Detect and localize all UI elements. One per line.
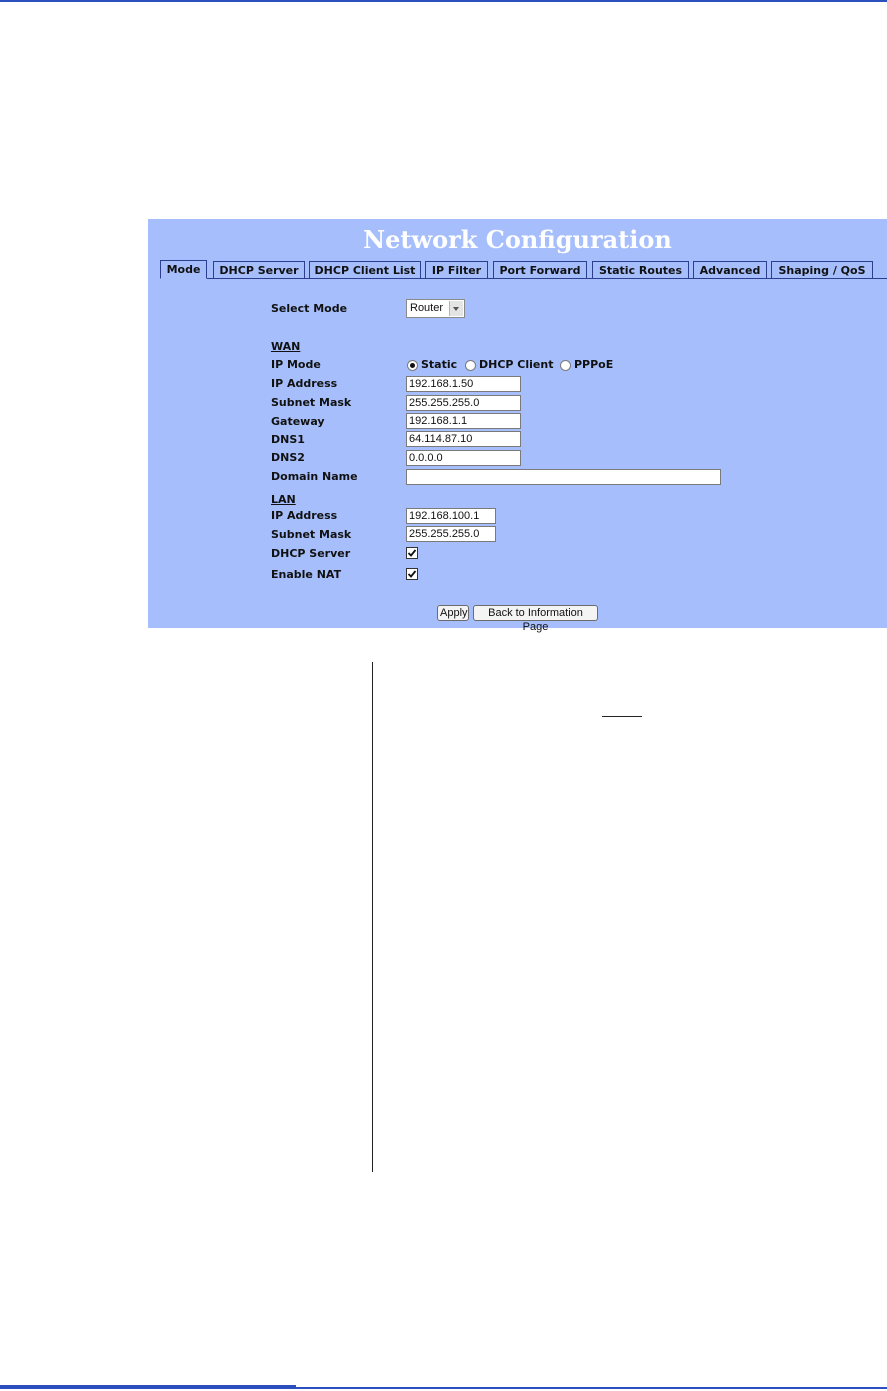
dhcp-server-label: DHCP Server (271, 547, 351, 560)
wan-ip-address-label: IP Address (271, 377, 338, 390)
domain-name-label: Domain Name (271, 470, 358, 483)
checkmark-icon (407, 569, 417, 579)
wan-subnet-mask-input[interactable] (406, 395, 521, 411)
dns2-label: DNS2 (271, 451, 305, 464)
wan-subnet-mask-label: Subnet Mask (271, 396, 352, 409)
dhcp-server-checkbox[interactable] (406, 547, 418, 559)
lan-subnet-mask-input[interactable] (406, 526, 496, 542)
page-title: Network Configuration (363, 225, 672, 254)
ip-mode-pppoe-label: PPPoE (574, 358, 614, 371)
bottom-rule (0, 1387, 887, 1389)
ip-mode-static-radio[interactable] (407, 360, 418, 371)
ip-mode-pppoe-radio[interactable] (560, 360, 571, 371)
ip-mode-dhcp-client-label: DHCP Client (479, 358, 554, 371)
mode-select[interactable] (406, 299, 465, 318)
tab-static-routes[interactable]: Static Routes (592, 261, 689, 278)
horizontal-divider (602, 716, 642, 717)
lan-ip-address-label: IP Address (271, 509, 338, 522)
mode-select-value: Router (410, 302, 444, 314)
dns2-input[interactable] (406, 450, 521, 466)
lan-ip-address-input[interactable] (406, 508, 496, 524)
apply-button[interactable]: Apply (437, 605, 469, 621)
enable-nat-label: Enable NAT (271, 568, 342, 581)
ip-mode-dhcp-client-radio[interactable] (465, 360, 476, 371)
tab-mode[interactable]: Mode (160, 260, 207, 279)
tab-dhcp-client-list[interactable]: DHCP Client List (309, 261, 421, 278)
domain-name-input[interactable] (406, 469, 721, 485)
wan-section-heading: WAN (271, 340, 301, 353)
network-configuration-panel (148, 219, 887, 633)
enable-nat-checkbox[interactable] (406, 568, 418, 580)
tab-shaping-qos[interactable]: Shaping / QoS (771, 261, 873, 278)
gateway-label: Gateway (271, 415, 325, 428)
gateway-input[interactable] (406, 413, 521, 429)
tab-ip-filter[interactable]: IP Filter (425, 261, 488, 278)
back-to-information-page-button[interactable]: Back to Information Page (473, 605, 598, 621)
lan-section-heading: LAN (271, 493, 296, 506)
wan-ip-address-input[interactable] (406, 376, 521, 392)
ip-mode-label: IP Mode (271, 358, 321, 371)
dns1-label: DNS1 (271, 433, 305, 446)
chevron-down-icon (449, 301, 463, 316)
dns1-input[interactable] (406, 431, 521, 447)
vertical-divider (372, 662, 373, 1172)
checkmark-icon (407, 548, 417, 558)
ip-mode-static-label: Static (421, 358, 458, 371)
select-mode-label: Select Mode (271, 302, 348, 315)
tab-port-forward[interactable]: Port Forward (493, 261, 587, 278)
top-rule (0, 0, 887, 2)
tab-dhcp-server[interactable]: DHCP Server (213, 261, 305, 278)
lan-subnet-mask-label: Subnet Mask (271, 528, 352, 541)
tab-advanced[interactable]: Advanced (693, 261, 767, 278)
